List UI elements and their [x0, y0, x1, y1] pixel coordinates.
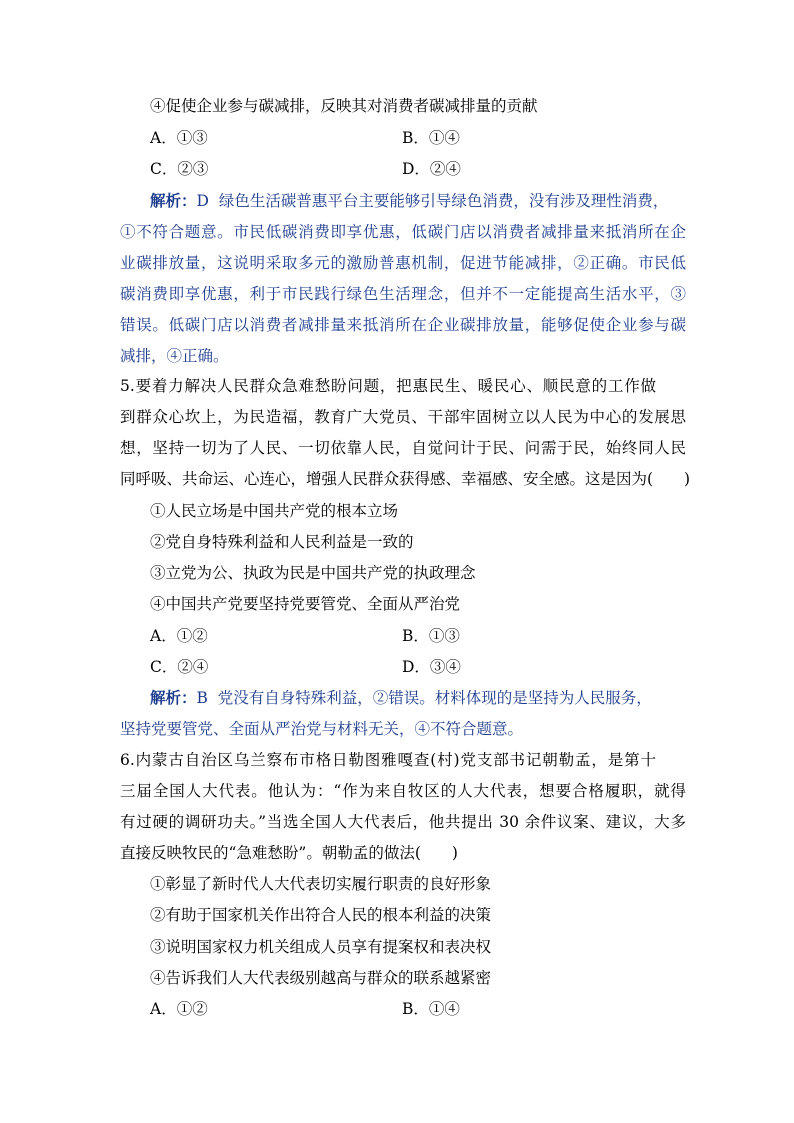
q6-statement-2: ②有助于国家机关作出符合人民的根本利益的决策 [150, 906, 492, 924]
q4-analysis-line-4: 碳消费即享优惠，利于市民践行绿色生活理念，但并不一定能提高生活水平，③ [120, 285, 686, 303]
q6-stem-line-2: 三届全国人大代表。他认为：“作为来自牧区的人大代表，想要合格履职，就得 [120, 782, 686, 800]
q5-statement-1: ①人民立场是中国共产党的根本立场 [150, 502, 399, 520]
q5-stem-line-3: 想，坚持一切为了人民、一切依靠人民，自觉问计于民、问需于民，始终同人民 [120, 439, 686, 457]
q6-statement-3: ③说明国家权力机关组成人员享有提案权和表决权 [150, 938, 492, 956]
q6-statement-4: ④告诉我们人大代表级别越高与群众的联系越紧密 [150, 969, 492, 987]
q5-analysis-line-1 [150, 688, 710, 708]
q5-analysis-answer: B [196, 689, 208, 707]
q5-analysis-line-2: 坚持党要管党、全面从严治党与材料无关，④不符合题意。 [120, 720, 524, 738]
q4-option-a: A．①③ [150, 129, 208, 147]
q4-analysis-label: 解析： [150, 191, 197, 210]
q4-analysis-line-5: 错误。低碳门店以消费者减排量来抵消所在企业碳排放量，能够促使企业参与碳 [120, 316, 686, 334]
q6-stem-line-3: 有过硬的调研功夫。”当选全国人大代表后，他共提出 30 余件议案、建议，大多 [120, 813, 686, 831]
q6-option-a: A．①② [150, 1000, 208, 1018]
q4-analysis-line-3: 业碳排放量，这说明采取多元的激励普惠机制，促进节能减排，②正确。市民低 [120, 254, 686, 272]
q5-option-b: B．①③ [402, 627, 460, 645]
q4-analysis-line-1 [150, 191, 710, 211]
q4-option-d: D．②④ [402, 160, 461, 178]
q5-statement-4: ④中国共产党要坚持党要管党、全面从严治党 [150, 595, 461, 613]
q5-analysis-label: 解析： [150, 688, 197, 707]
q4-analysis-answer: D [196, 192, 209, 210]
q5-analysis-text-1: 党没有自身特殊利益，②错误。材料体现的是坚持为人民服务， [217, 689, 652, 707]
q6-statement-1: ①彰显了新时代人大代表切实履行职责的良好形象 [150, 875, 492, 893]
q5-option-a: A．①② [150, 627, 208, 645]
q5-stem-line-1: 5.要着力解决人民群众急难愁盼问题，把惠民生、暖民心、顺民意的工作做 [120, 377, 656, 395]
q4-statement-4: ④促使企业参与碳减排，反映其对消费者碳减排量的贡献 [150, 97, 538, 115]
q4-analysis-line-6: 减排，④正确。 [120, 347, 229, 365]
q4-option-c: C．②③ [150, 160, 209, 178]
q5-option-c: C．②④ [150, 658, 209, 676]
q4-analysis-text-1: 绿色生活碳普惠平台主要能够引导绿色消费，没有涉及理性消费， [218, 192, 669, 210]
q5-stem-line-2: 到群众心坎上，为民造福，教育广大党员、干部牢固树立以人民为中心的发展思 [120, 408, 686, 426]
q6-stem-line-4: 直接反映牧民的“急难愁盼”。朝勒孟的做法( ) [120, 844, 458, 862]
q6-stem-line-1: 6.内蒙古自治区乌兰察布市格日勒图雅嘎查(村)党支部书记朝勒孟，是第十 [120, 751, 656, 769]
q5-statement-3: ③立党为公、执政为民是中国共产党的执政理念 [150, 564, 476, 582]
q4-analysis-line-2: ①不符合题意。市民低碳消费即享优惠，低碳门店以消费者减排量来抵消所在企 [120, 223, 686, 241]
q4-option-b: B．①④ [402, 129, 460, 147]
q5-stem-line-4: 同呼吸、共命运、心连心，增强人民群众获得感、幸福感、安全感。这是因为( ) [120, 470, 691, 488]
q5-statement-2: ②党自身特殊利益和人民利益是一致的 [150, 533, 414, 551]
q6-option-b: B．①④ [402, 1000, 460, 1018]
q5-option-d: D．③④ [402, 658, 461, 676]
